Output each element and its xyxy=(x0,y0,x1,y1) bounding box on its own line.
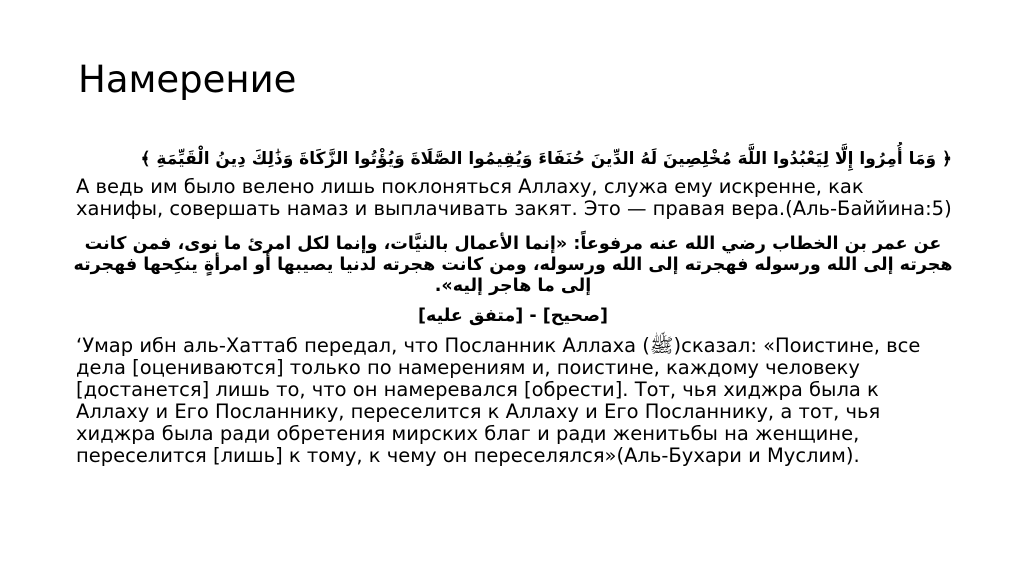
hadith-arabic: عن عمر بن الخطاب رضي الله عنه مرفوعاً: «إنما الأعمال بالنيَّات، وإنما لكل امرئ ما نوى، فمن كانت هجرته إلى الله ورسوله فهجرته إلى الله ورسوله، ومن كانت هجرته لدنيا يصيبها أو امرأةٍ ينكِحها فهجرته إلى ما هاجر إليه». xyxy=(73,234,953,296)
ayah-translation: А ведь им было велено лишь поклоняться Аллаху, служа ему искренне, как ханифы, совершать намаз и выплачивать закят. Это — правая вера.(Аль-Баййина:5) xyxy=(76,175,952,220)
slide-content xyxy=(72,142,954,467)
hadith-grade: [صحيح] - [متفق عليه] xyxy=(417,306,608,326)
hadith-translation: ʻУмар ибн аль-Хаттаб передал, что Посланник Аллаха (ﷺ)сказал: «Поистине, все дела [оцениваются] только по намерениям и, поистине, каждому человеку [достанется] лишь то, что он намеревался [обрести]. Тот, чья хиджра была к Аллаху и Его Посланнику, переселится к Аллаху и Его Посланнику, а тот, чья хиджра была ради обретения мирских благ и ради женитьбы на женщине, переселится [лишь] к тому, к чему он переселялся»(Аль-Бухари и Муслим). xyxy=(76,334,921,467)
ayah-arabic: ﴿ وَمَا أُمِرُوا إِلَّا لِيَعْبُدُوا اللَّهَ مُخْلِصِينَ لَهُ الدِّينَ حُنَفَاءَ وَيُقِيمُوا الصَّلَاةَ وَيُؤْتُوا الزَّكَاةَ وَذَٰلِكَ دِينُ الْقَيِّمَةِ ﴾ xyxy=(140,149,952,169)
slide-title: Намерение xyxy=(78,58,297,101)
